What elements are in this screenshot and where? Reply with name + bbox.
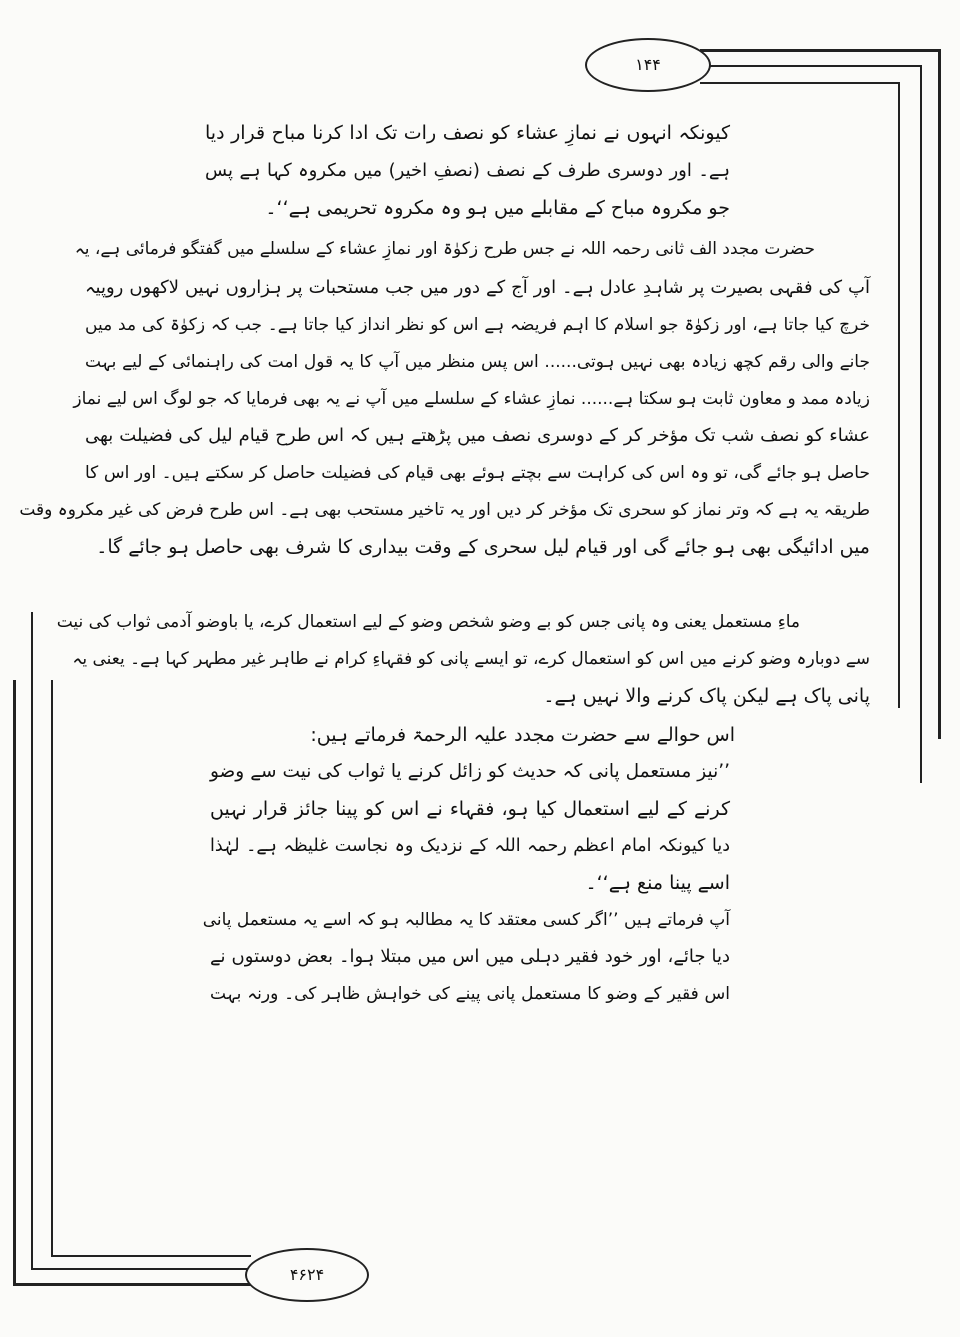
frame-line — [13, 1283, 253, 1286]
frame-line — [898, 82, 900, 708]
paragraph-line: عشاء کو نصف شب تک مؤخر کر کے دوسری نصف میں پڑھتے ہیں کہ اس طرح قیام لیل کی فضیلت بھی — [85, 425, 870, 446]
frame-line — [700, 82, 900, 84]
quote-line: دیا کیونکہ امام اعظم رحمہ اللہ کے نزدیک وہ نجاست غلیظہ ہے۔ لہٰذا — [210, 836, 730, 856]
paragraph-line: زیادہ ممد و معاون ثابت ہو سکتا ہے...... نمازِ عشاء کے سلسلے میں آپ نے یہ بھی فرمایا کہ جو لوگ اس لیے نماز — [73, 389, 870, 409]
frame-line — [13, 680, 16, 1285]
quote-line: جو مکروہ مباح کے مقابلے میں ہو وہ مکروہ تحریمی ہے‘‘۔ — [265, 197, 730, 219]
quote-line: کیونکہ انہوں نے نمازِ عشاء کو نصف رات تک ادا کرنا مباح قرار دیا — [205, 122, 730, 144]
frame-line — [31, 1268, 251, 1270]
paragraph-line: طریقہ یہ ہے کہ وتر نماز کو سحری تک مؤخر کر دیں اور یہ تاخیر مستحب بھی ہے۔ اس طرح فرض کی غیر مکروہ وقت — [19, 500, 870, 520]
paragraph-line: دیا جائے، اور خود فقیر دہلی میں اس میں مبتلا ہوا۔ بعض دوستوں نے — [210, 946, 730, 967]
paragraph-line: اس فقیر کے وضو کا مستعمل پانی پینے کی خواہش ظاہر کی۔ ورنہ بہت — [210, 984, 730, 1004]
paragraph-line: خرچ کیا جاتا ہے، اور زکوٰۃ جو اسلام کا اہم فریضہ ہے اس کو نظر انداز کیا جاتا ہے۔ جب کہ زکوٰۃ کی مد میں — [85, 315, 870, 335]
paragraph-line: آپ کی فقہی بصیرت پر شاہدِ عادل ہے۔ اور آج کے دور میں جب مستحبات پر ہزاروں نہیں لاکھوں روپیہ — [85, 277, 870, 298]
paragraph-line: حضرت مجدد الف ثانی رحمہ اللہ نے جس طرح زکوٰۃ اور نمازِ عشاء کے سلسلے میں گفتگو فرمائی ہے، یہ — [74, 239, 815, 259]
frame-line — [51, 680, 53, 1257]
frame-line — [920, 65, 922, 783]
paragraph-line: پانی پاک ہے لیکن پاک کرنے والا نہیں ہے۔ — [543, 685, 870, 707]
paragraph-line: اس حوالے سے حضرت مجدد علیہ الرحمۃ فرماتے ہیں: — [310, 724, 735, 746]
quote-line: اسے پینا منع ہے‘‘۔ — [585, 872, 730, 894]
frame-line — [700, 65, 922, 67]
quote-line: ’’نیز مستعمل پانی کہ حدیث کو زائل کرنے یا ثواب کی نیت سے وضو — [210, 761, 730, 782]
paragraph-line: آپ فرماتے ہیں ’’اگر کسی معتقد کا یہ مطالبہ ہو کہ اسے یہ مستعمل پانی — [202, 910, 730, 930]
quote-line: ہے۔ اور دوسری طرف کے نصف (نصفِ اخیر) میں مکروہ کہا ہے پس — [205, 160, 730, 181]
top-page-number: ۱۴۴ — [585, 38, 711, 92]
quote-line: کرنے کے لیے استعمال کیا ہو، فقہاء نے اس کو پینا جائز قرار نہیں — [210, 798, 730, 820]
paragraph-line: جانے والی رقم کچھ زیادہ بھی نہیں ہوتی...... اس پس منظر میں آپ کا یہ قول امت کی راہنمائی کے لیے بہت — [85, 352, 870, 372]
paragraph-line: ماءِ مستعمل یعنی وہ پانی جس کو بے وضو شخص وضو کے لیے استعمال کرے، یا باوضو آدمی ثواب کی نیت — [56, 612, 800, 632]
paragraph-line: میں ادائیگی بھی ہو جائے گی اور قیام لیل سحری کے وقت بیداری کا شرف بھی حاصل ہو جائے گا۔ — [96, 536, 870, 558]
bottom-page-number: ۴۶۲۴ — [245, 1248, 369, 1302]
frame-line — [700, 49, 940, 52]
paragraph-line: حاصل ہو جائے گی، تو وہ اس کی کراہت سے بچتے ہوئے بھی قیام کی فضیلت حاصل کر سکتے ہیں۔ اور اس کا — [85, 463, 870, 483]
paragraph-line: سے دوبارہ وضو کرنے میں اس کو استعمال کرے، تو ایسے پانی کو فقہاءِ کرام نے طاہر غیر مطہر کہا ہے۔ یعنی یہ — [72, 649, 870, 669]
frame-line — [51, 1255, 251, 1257]
frame-line — [31, 612, 33, 1270]
frame-line — [938, 49, 941, 739]
